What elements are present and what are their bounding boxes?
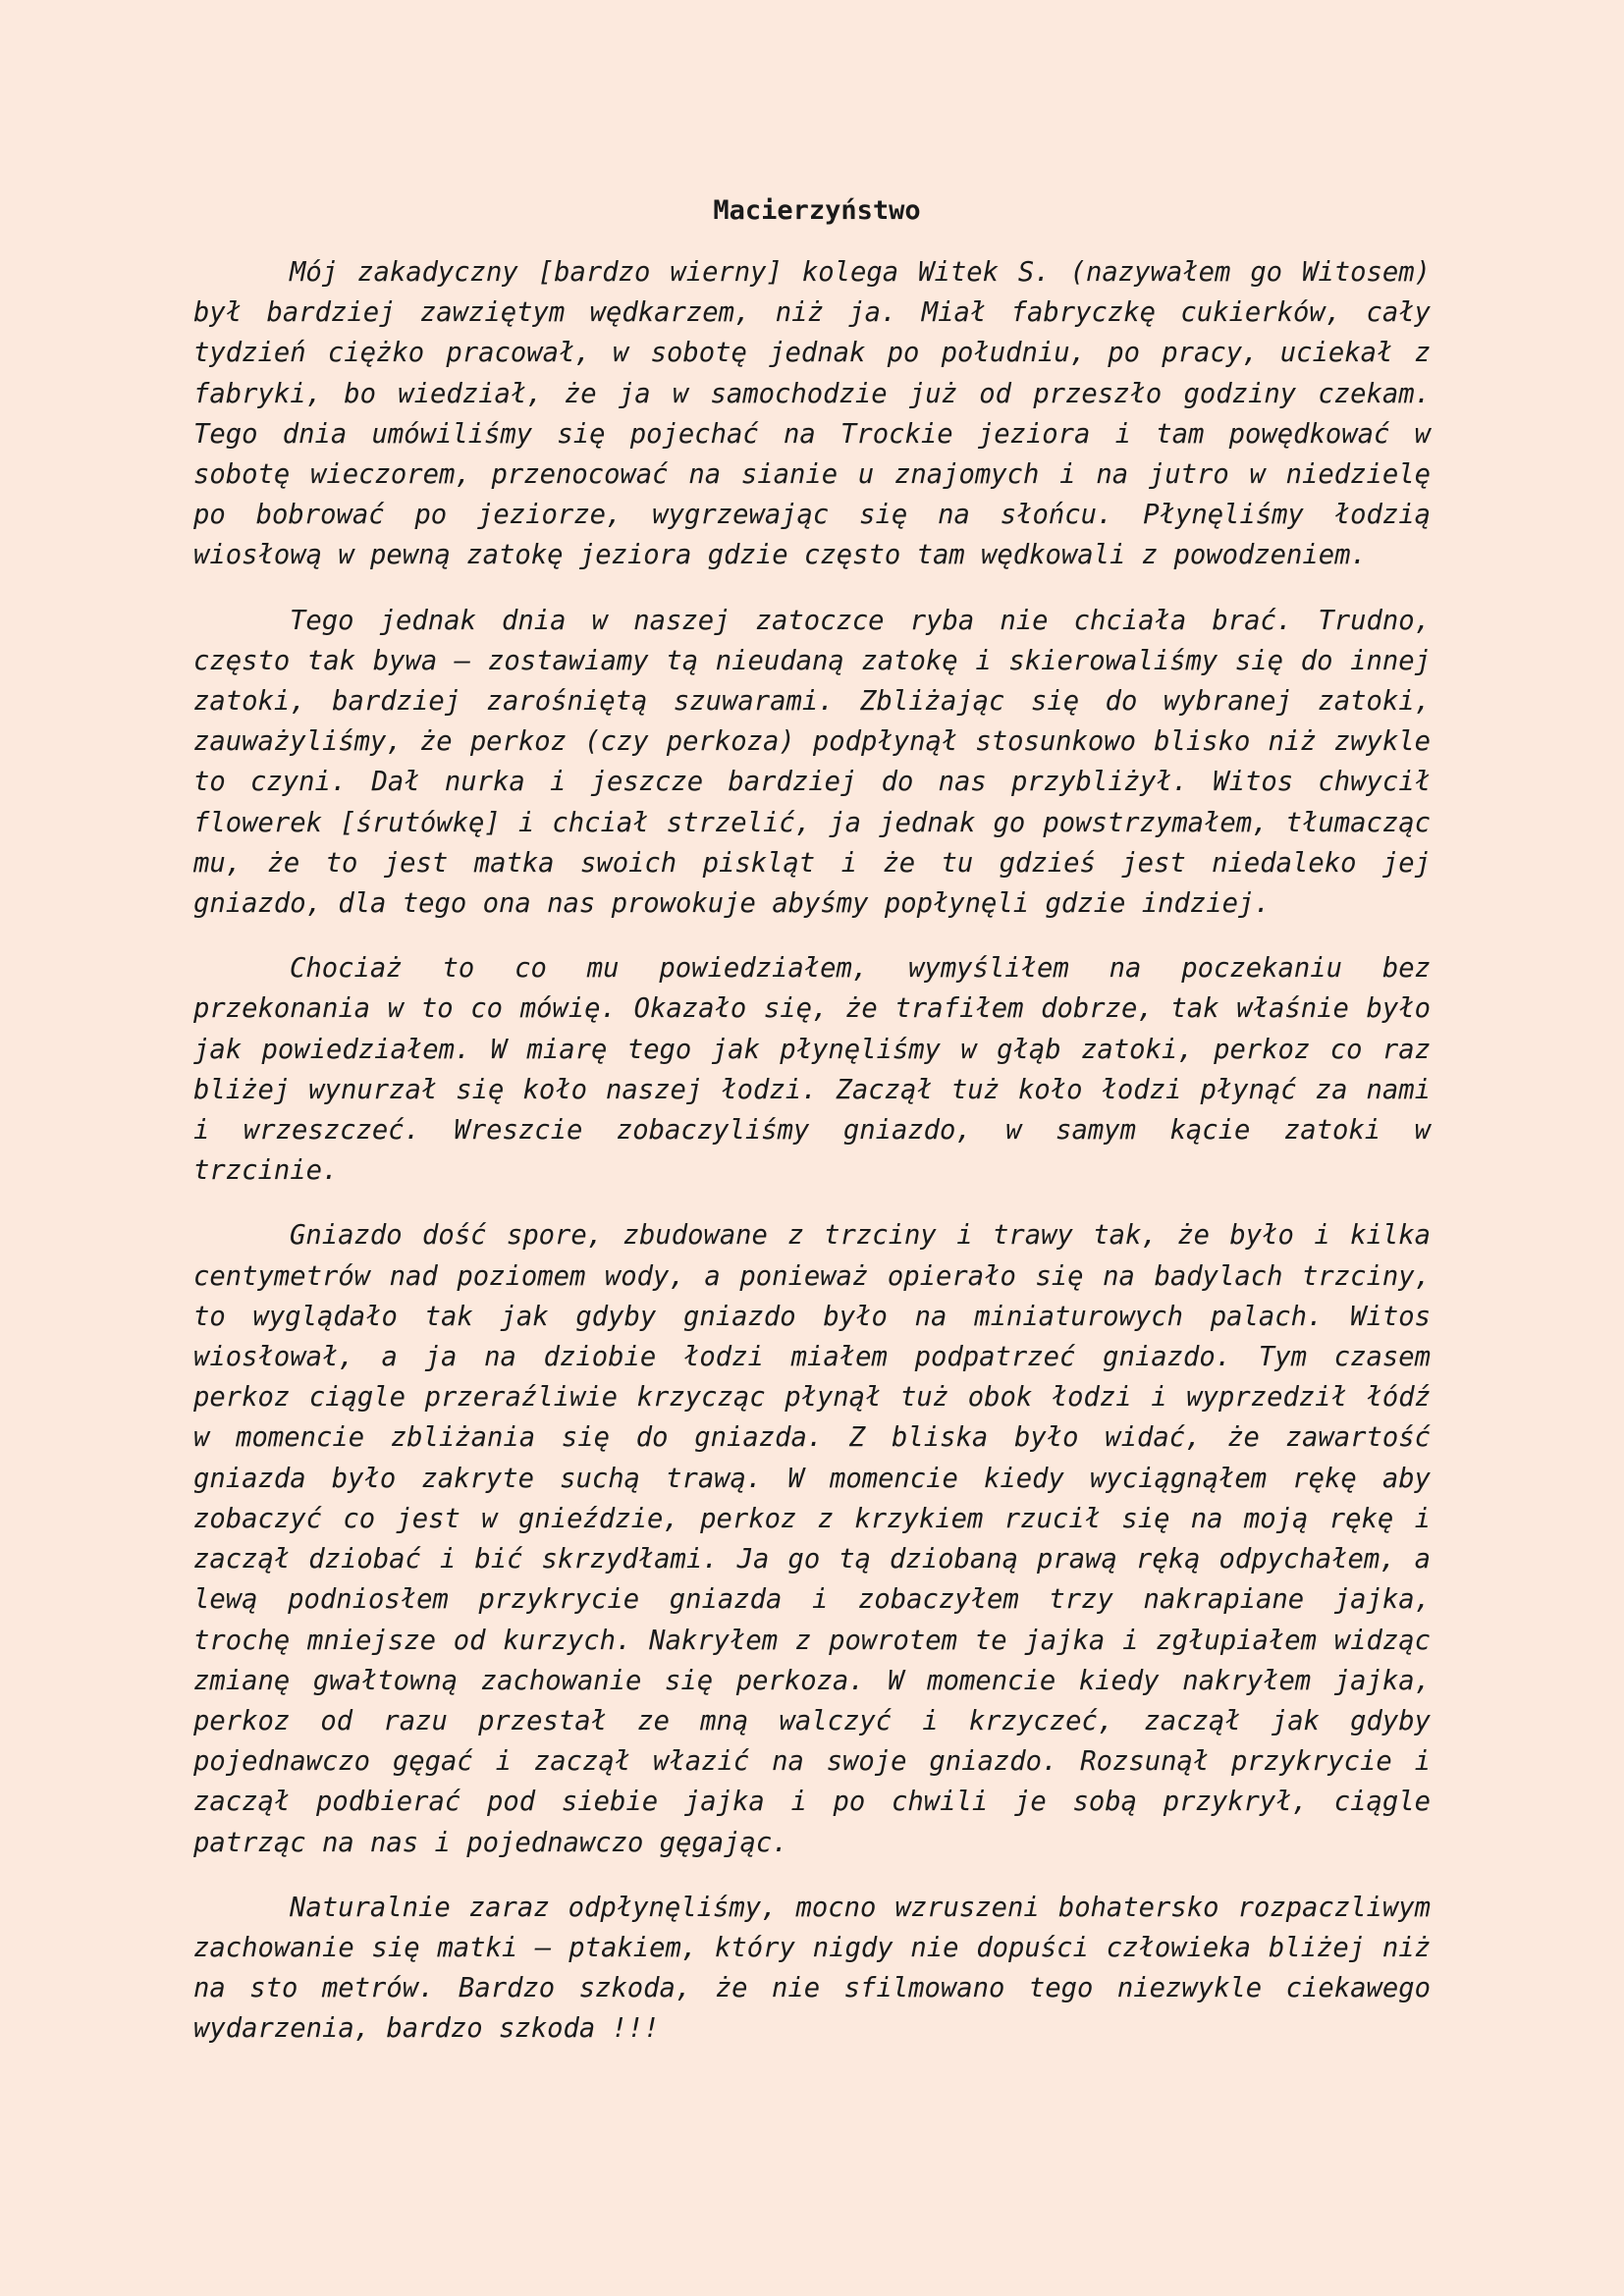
paragraph-2: Tego jednak dnia w naszej zatoczce ryba nie chciała brać. Trudno, często tak bywa – zostawiamy tą nieudaną zatokę i skierowaliśmy się do innej zatoki, bardziej zarośniętą szuwarami. Zbliżając się do wybranej zatoki, zauważyliśmy, że perkoz (czy perkoza) podpłynął stosunkowo blisko niż zwykle to czyni. Dał nurka i jeszcze bardziej do nas przybliżył. Witos chwycił flowerek [śrutówkę] i chciał strzelić, ja jednak go powstrzymałem, tłumacząc mu, że to jest matka swoich piskląt i że tu gdzieś jest niedaleko jej gniazdo, dla tego ona nas prowokuje abyśmy popłynęli gdzie indziej. — [193, 605, 1431, 920]
paragraph-3: Chociaż to co mu powiedziałem, wymyśliłem na poczekaniu bez przekonania w to co mówię. Okazało się, że trafiłem dobrze, tak właśnie było jak powiedziałem. W miarę tego jak płynęliśmy w głąb zatoki, perkoz co raz bliżej wynurzał się koło naszej łodzi. Zaczął tuż koło łodzi płynąć za nami i wrzeszczeć. Wreszcie zobaczyliśmy gniazdo, w samym kącie zatoki w trzcinie. — [193, 953, 1431, 1187]
paragraph-1: Mój zakadyczny [bardzo wierny] kolega Witek S. (nazywałem go Witosem) był bardziej zawziętym wędkarzem, niż ja. Miał fabryczkę cukierków, cały tydzień ciężko pracował, w sobotę jednak po południu, po pracy, uciekał z fabryki, bo wiedział, że ja w samochodzie już od przeszło godziny czekam. Tego dnia umówiliśmy się pojechać na Trockie jeziora i tam powędkować w sobotę wieczorem, przenocować na sianie u znajomych i na jutro w niedzielę po bobrować po jeziorze, wygrzewając się na słońcu. Płynęliśmy łodzią wiosłową w pewną zatokę jeziora gdzie często tam wędkowali z powodzeniem. — [193, 257, 1431, 571]
paragraph-4: Gniazdo dość spore, zbudowane z trzciny i trawy tak, że było i kilka centymetrów nad poziomem wody, a ponieważ opierało się na badylach trzciny, to wyglądało tak jak gdyby gniazdo było na miniaturowych palach. Witos wiosłował, a ja na dziobie łodzi miałem podpatrzeć gniazdo. Tym czasem perkoz ciągle przeraźliwie krzycząc płynął tuż obok łodzi i wyprzedził łódź w momencie zbliżania się do gniazda. Z bliska było widać, że zawartość gniazda było zakryte suchą trawą. W momencie kiedy wyciągnąłem rękę aby zobaczyć co jest w gnieździe, perkoz z krzykiem rzucił się na moją rękę i zaczął dziobać i bić skrzydłami. Ja go tą dziobaną prawą ręką odpychałem, a lewą podniosłem przykrycie gniazda i zobaczyłem trzy nakrapiane jajka, trochę mniejsze od kurzych. Nakryłem z powrotem te jajka i zgłupiałem widząc zmianę gwałtowną zachowanie się perkoza. W momencie kiedy nakryłem jajka, perkoz od razu przestał ze mną walczyć i krzyczeć, zaczął jak gdyby pojednawczo gęgać i zaczął włazić na swoje gniazdo. Rozsunął przykrycie i zaczął podbierać pod siebie jajka i po chwili je sobą przykrył, ciągle patrząc na nas i pojednawczo gęgając. — [193, 1220, 1431, 1858]
document-title: Macierzyństwo — [713, 195, 921, 226]
paragraph-5: Naturalnie zaraz odpłynęliśmy, mocno wzruszeni bohatersko rozpaczliwym zachowanie się matki – ptakiem, który nigdy nie dopuści człowieka bliżej niż na sto metrów. Bardzo szkoda, że nie sfilmowano tego niezwykle ciekawego wydarzenia, bardzo szkoda !!! — [193, 1892, 1431, 2045]
document-page — [193, 190, 1431, 2074]
